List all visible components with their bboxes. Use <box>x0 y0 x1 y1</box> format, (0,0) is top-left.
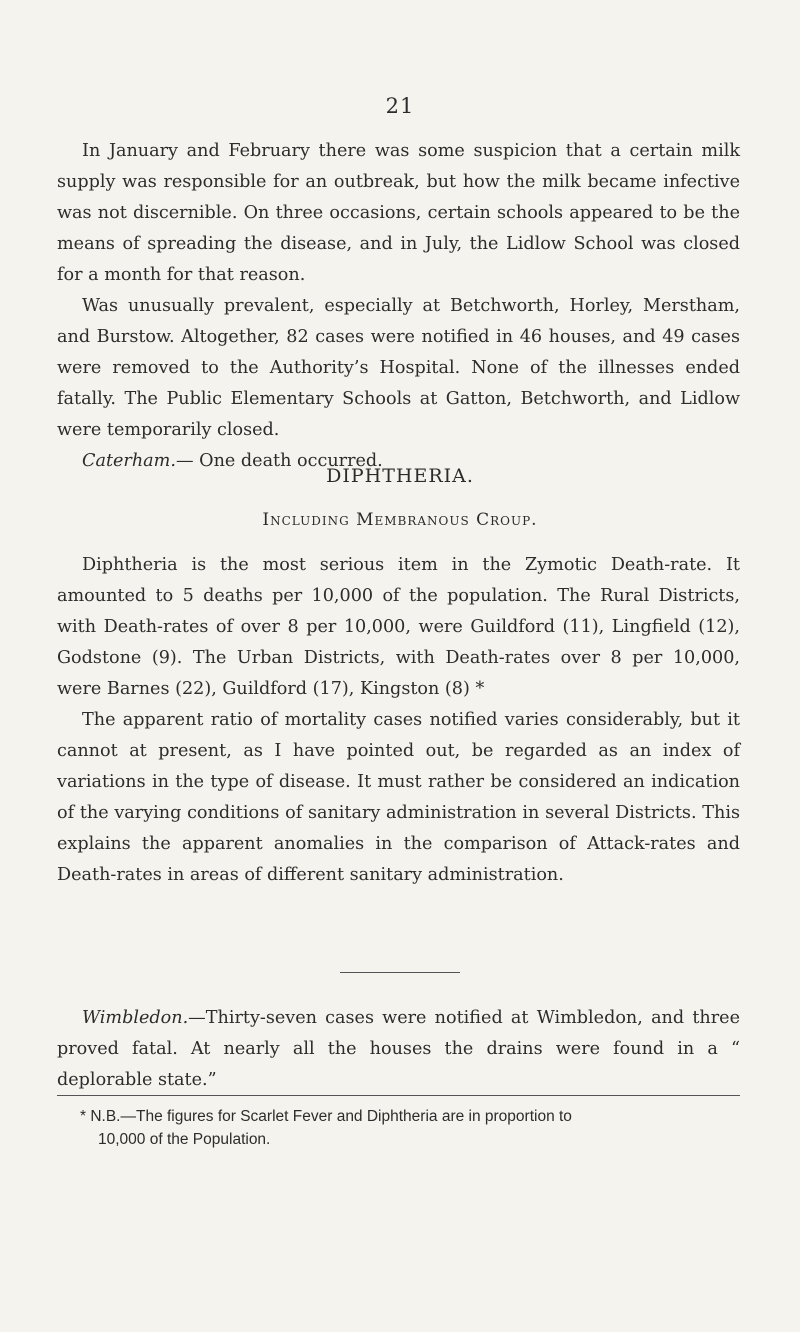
opening-text-block <box>57 136 740 477</box>
paragraph-prevalence: Was unusually prevalent, especially at Betchworth, Horley, Merstham, and Burstow. Altogether, 82 cases were notified in 46 houses, and 49 cases were removed to the Authority’s Hospital. None of the illnesses ended fatally. The Public Elementary Schools at Gatton, Betchworth, and Lidlow were temporarily closed. <box>57 296 740 440</box>
diphtheria-text-block <box>57 550 740 891</box>
caterham-text: — One death occurred. <box>175 451 383 471</box>
footnote-rule <box>57 1095 740 1096</box>
caterham-label: Caterham. <box>82 451 176 471</box>
paragraph-milk-supply: In January and February there was some suspicion that a certain milk supply was responsible for an outbreak, but how the milk became infective was not discernible. On three occasions, certain schools appeared to be the means of spreading the disease, and in July, the Lidlow School was closed for a month for that reason. <box>57 141 740 285</box>
section-subtitle-croup: Including Membranous Croup. <box>262 510 538 530</box>
wimbledon-text-block <box>57 1003 740 1096</box>
footnote <box>80 1105 750 1151</box>
footnote-line-1: * N.B.—The figures for Scarlet Fever and Diphtheria are in proportion to <box>80 1108 572 1125</box>
separator-rule <box>340 972 460 973</box>
section-title-diphtheria: DIPHTHERIA. <box>326 465 474 487</box>
wimbledon-text: —Thirty-seven cases were notified at Wimbledon, and three proved fatal. At nearly all the houses the drains were found in a “ deplorable state.” <box>57 1008 740 1090</box>
paragraph-diphtheria-deathrate: Diphtheria is the most serious item in the Zymotic Death-rate. It amounted to 5 deaths per 10,000 of the population. The Rural Districts, with Death-rates of over 8 per 10,000, were Guildford (11), Lingfield (12), Godstone (9). The Urban Districts, with Death-rates over 8 per 10,000, were Barnes (22), Guildford (17), Kingston (8) * <box>57 555 740 699</box>
page-number: 21 <box>385 94 415 118</box>
paragraph-diphtheria-ratio: The apparent ratio of mortality cases notified varies considerably, but it cannot at present, as I have pointed out, be regarded as an index of variations in the type of disease. It must rather be considered an indication of the varying conditions of sanitary administration in several Districts. This explains the apparent anomalies in the comparison of Attack-rates and Death-rates in areas of different sanitary administration. <box>57 710 740 885</box>
footnote-line-2: 10,000 of the Population. <box>98 1131 271 1148</box>
paragraph-wimbledon <box>57 1003 740 1096</box>
wimbledon-label: Wimbledon. <box>82 1008 189 1028</box>
